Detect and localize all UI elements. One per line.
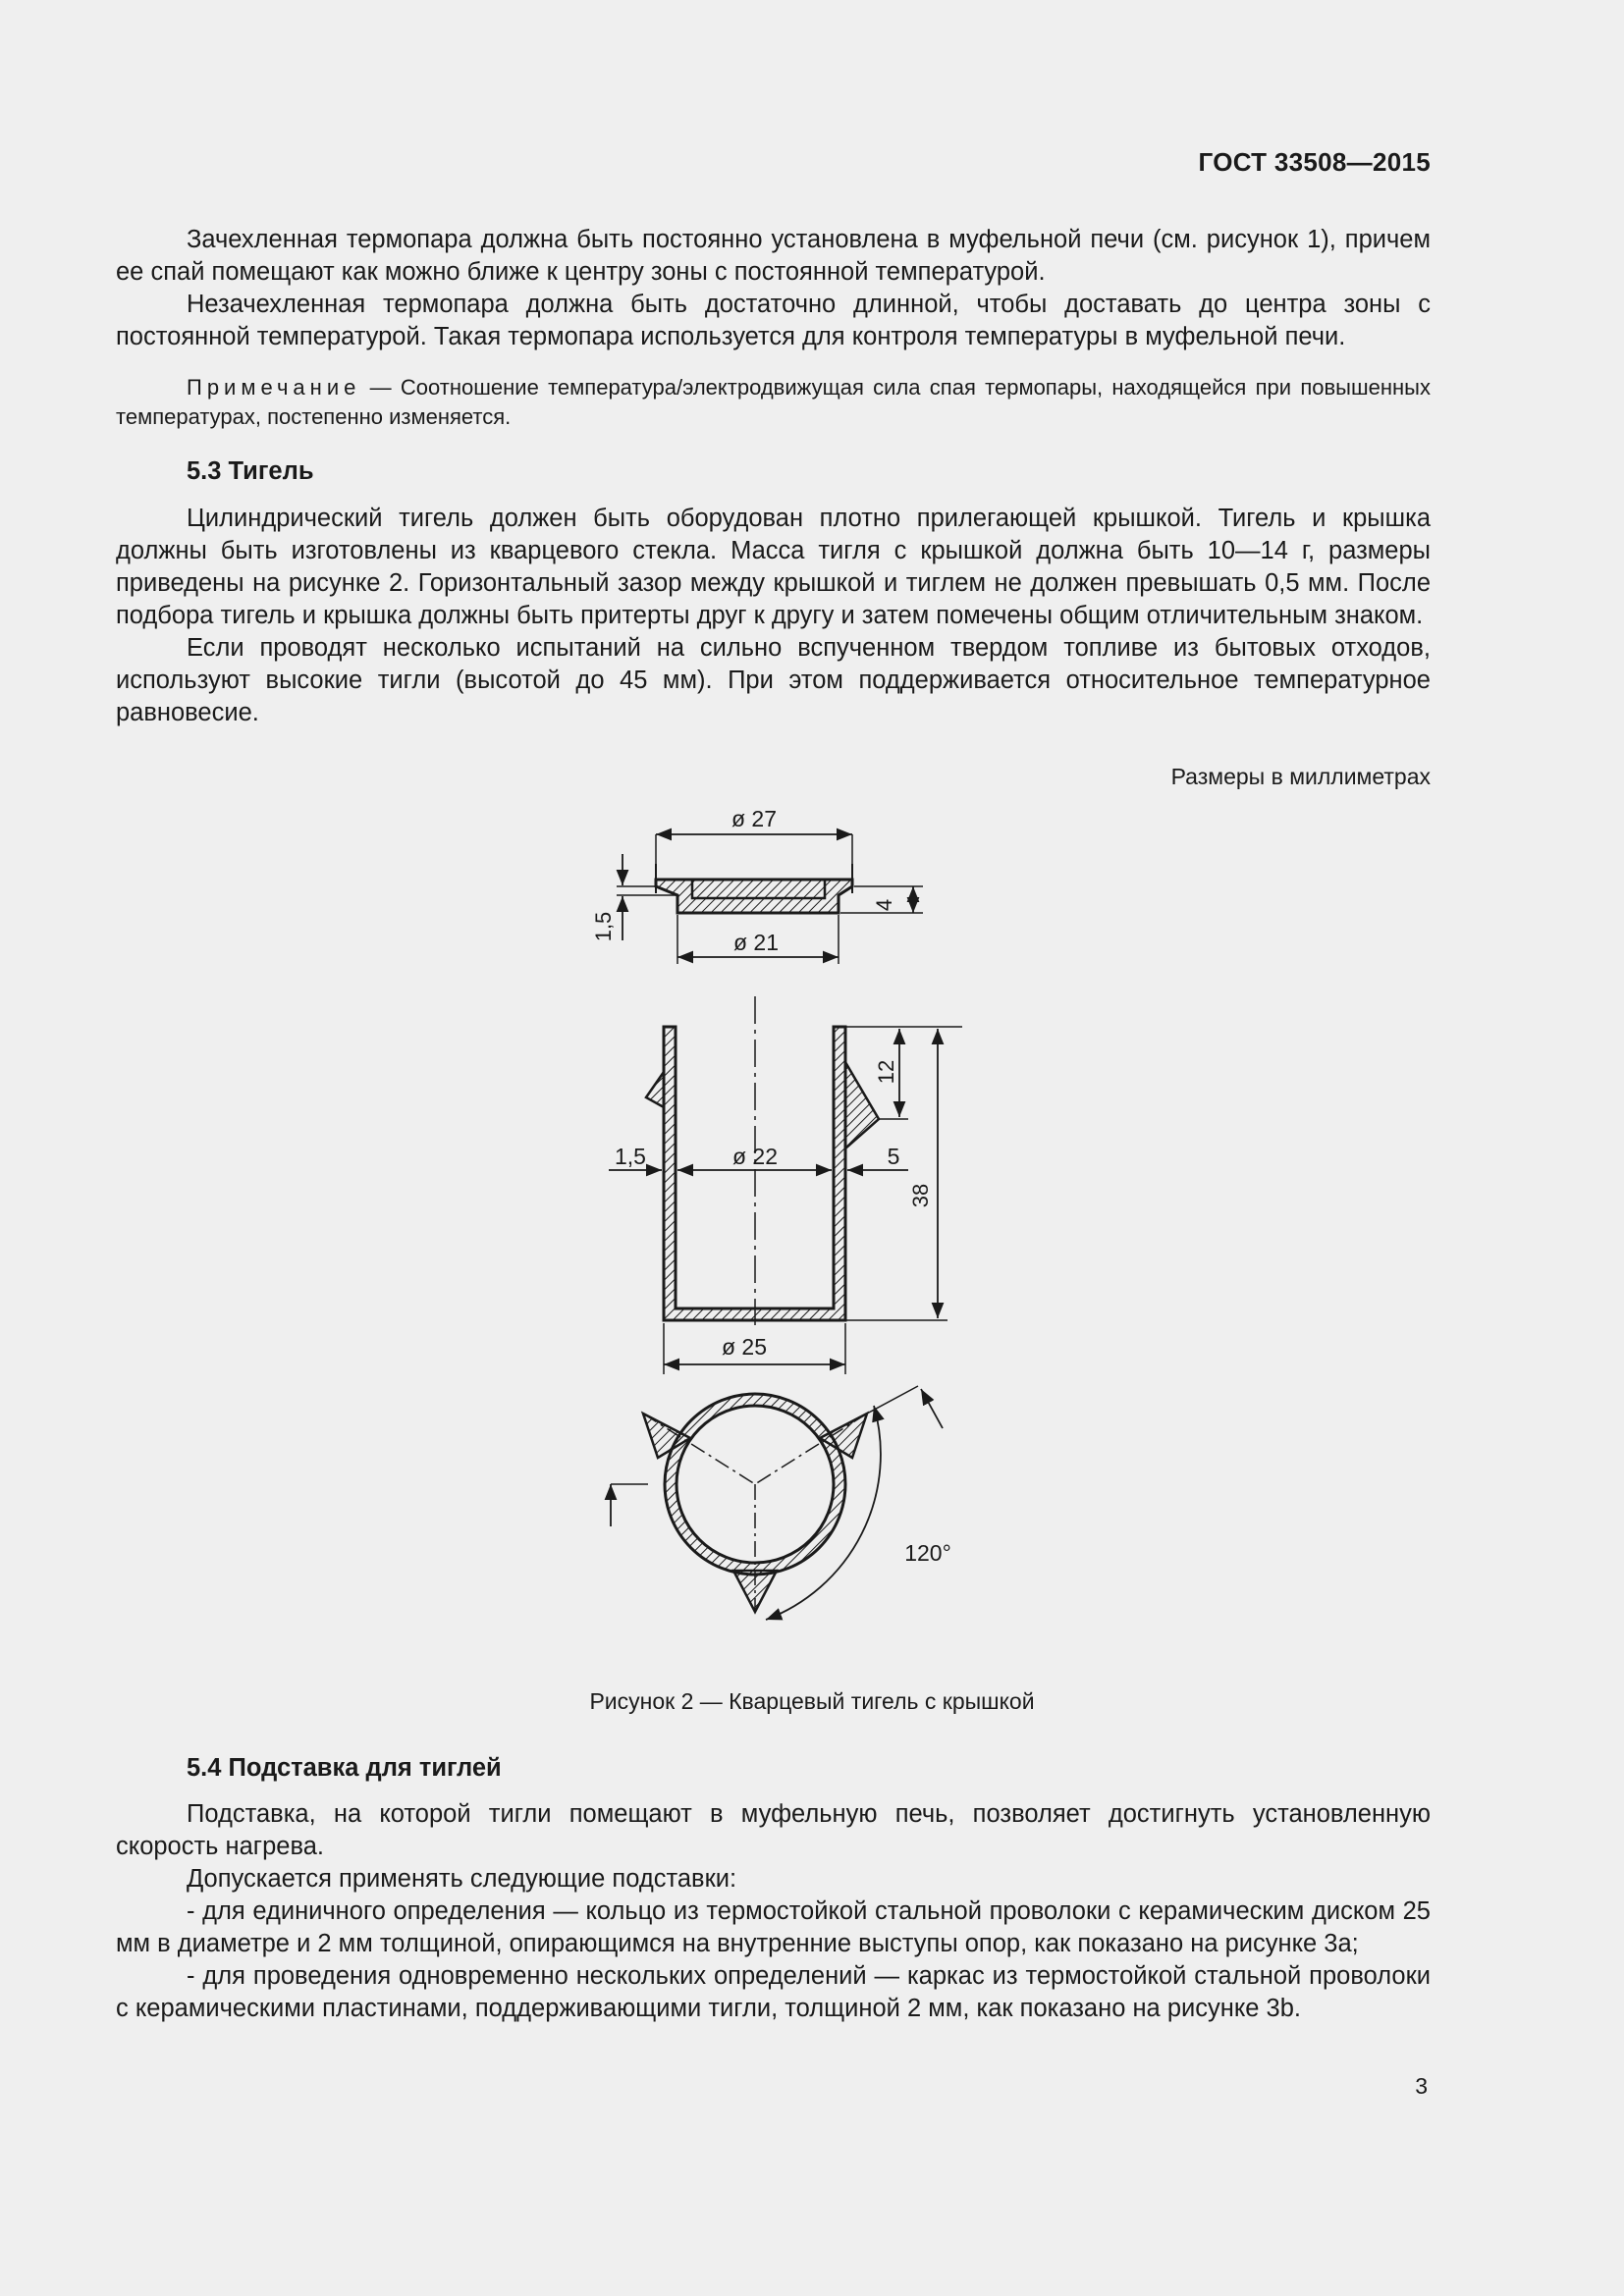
dim-angle: 120° xyxy=(904,1540,951,1566)
note-text: — Соотношение температура/электродвижущая сила спая термопары, находящейся при повышенных температурах, постепенно изменяется. xyxy=(116,375,1431,429)
paragraph: - для единичного определения — кольцо из термостойкой стальной проволоки с керамическим диском 25 мм в диаметре и 2 мм толщиной, опирающимся на внутренние выступы опор, как показано на рисунке 3а; xyxy=(116,1897,1431,1957)
dim-lid-inner-dia: ø 21 xyxy=(732,930,780,955)
note-label: Примечание xyxy=(187,375,361,400)
paragraph: Зачехленная термопара должна быть постоянно установлена в муфельной печи (см. рисунок 1), причем ее спай помещают как можно ближе к центру зоны с постоянной температурой. xyxy=(116,226,1431,286)
section-heading: 5.3 Тигель xyxy=(187,457,314,485)
dim-lug: 5 xyxy=(887,1144,900,1169)
document-number: ГОСТ 33508—2015 xyxy=(1198,147,1431,177)
paragraph: Допускается применять следующие подставки: xyxy=(187,1865,737,1893)
dim-lid-rim: 1,5 xyxy=(591,911,616,942)
paragraph: - для проведения одновременно нескольких определений — каркас из термостойкой стальной проволоки с керамическими пластинами, поддерживающими тигли, толщиной 2 мм, как показано на рисунке 3b. xyxy=(116,1962,1431,2022)
paragraph: Подставка, на которой тигли помещают в муфельную печь, позволяет достигнуть установленную скорость нагрева. xyxy=(116,1800,1431,1860)
dim-outer-dia: ø 25 xyxy=(721,1334,768,1360)
dim-wall: 1,5 xyxy=(615,1144,646,1169)
dim-height: 38 xyxy=(908,1183,933,1208)
paragraph: Цилиндрический тигель должен быть оборудован плотно прилегающей крышкой. Тигель и крышка должны быть изготовлены из кварцевого стекла. Масса тигля с крышкой должна быть 10—14 г, размеры приведены на рисунке 2. Горизонтальный зазор между крышкой и тиглем не должен превышать 0,5 мм. После подбора тигель и крышка должны быть притерты друг к другу и затем помечены общим отличительным знаком. xyxy=(116,505,1431,629)
dim-lug-position: 12 xyxy=(874,1059,898,1085)
dim-lid-height: 4 xyxy=(872,898,896,912)
dim-inner-dia: ø 22 xyxy=(731,1144,779,1169)
page-number: 3 xyxy=(1415,2073,1428,2099)
dim-lid-outer-dia: ø 27 xyxy=(731,806,778,831)
figure-caption: Рисунок 2 — Кварцевый тигель с крышкой xyxy=(589,1688,1035,1714)
paragraph: Если проводят несколько испытаний на сильно вспученном твердом топливе из бытовых отходов, используют высокие тигли (высотой до 45 мм). При этом поддерживается относительное температурное равновесие. xyxy=(116,634,1431,726)
section-heading: 5.4 Подставка для тиглей xyxy=(187,1754,502,1782)
section-5-4-text xyxy=(116,1798,1431,2025)
crucible-plan-view xyxy=(611,1386,943,1620)
paragraph: Незачехленная термопара должна быть достаточно длинной, чтобы доставать до центра зоны с постоянной температурой. Такая термопара используется для контроля температуры в муфельной печи. xyxy=(116,291,1431,350)
units-note: Размеры в миллиметрах xyxy=(1170,764,1431,789)
